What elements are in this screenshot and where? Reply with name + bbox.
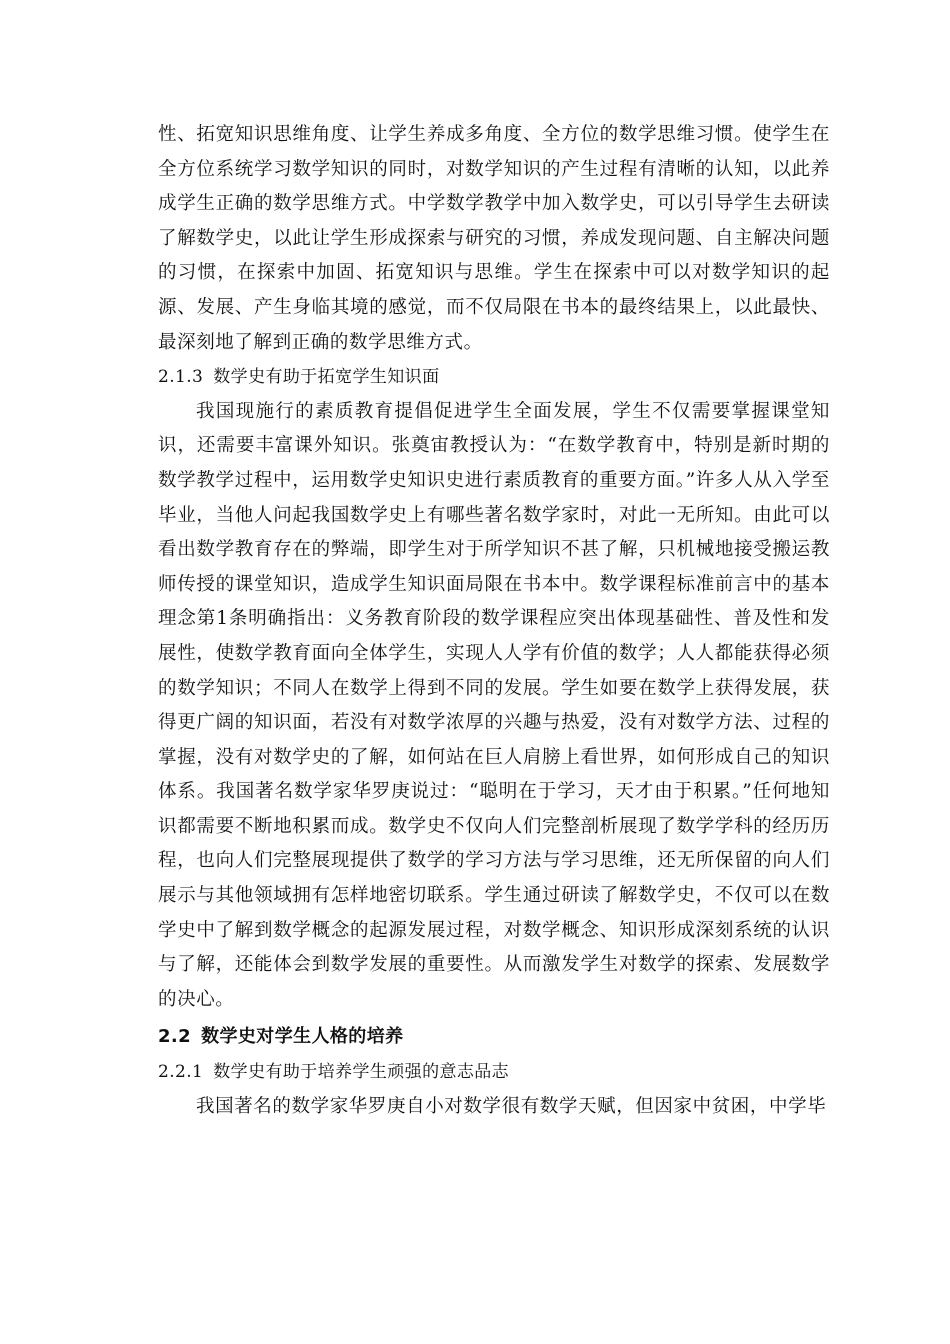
section-number: 2.1.3: [158, 367, 204, 388]
section-number: 2.2.1: [158, 1062, 204, 1083]
paragraph-continuation: 性、拓宽知识思维角度、让学生养成多角度、全方位的数学思维习惯。使学生在全方位系统学习数学知识的同时，对数学知识的产生过程有清晰的认知，以此养成学生正确的数学思维方式。中学数学教学中加入数学史，可以引导学生去研读了解数学史，以此让学生形成探索与研究的习惯，养成发现问题、自主解决问题的习惯，在探索中加固、拓宽知识与思维。学生在探索中可以对数学知识的起源、发展、产生身临其境的感觉，而不仅局限在书本的最终结果上，以此最快、最深刻地了解到正确的数学思维方式。: [158, 124, 830, 353]
section-number: 2.2: [158, 1026, 192, 1048]
section-heading-2-1-3: [158, 360, 830, 395]
section-title: 数学史对学生人格的培养: [201, 1026, 404, 1048]
section-title: 数学史有助于培养学生顽强的意志品志: [213, 1062, 510, 1083]
paragraph-hua-luogeng: 我国著名的数学家华罗庚自小对数学很有数学天赋，但因家中贫困，中学毕: [196, 1096, 827, 1118]
paragraph-knowledge: 我国现施行的素质教育提倡促进学生全面发展，学生不仅需要掌握课堂知识，还需要丰富课外知识。张奠宙教授认为：“在数学教育中，特别是新时期的数学教学过程中，运用数学史知识史进行素质教育的重要方面。”许多人从入学至毕业，当他人问起我国数学史上有哪些著名数学家时，对此一无所知。由此可以看出数学教育存在的弊端，即学生对于所学知识不甚了解，只机械地接受搬运教师传授的课堂知识，造成学生知识面局限在书本中。数学课程标准前言中的基本理念第1条明确指出：义务教育阶段的数学课程应突出体现基础性、普及性和发展性，使数学教育面向全体学生，实现人人学有价值的数学；人人都能获得必须的数学知识；不同人在数学上得到不同的发展。学生如要在数学上获得发展，获得更广阔的知识面，若没有对数学浓厚的兴趣与热爱，没有对数学方法、过程的掌握，没有对数学史的了解，如何站在巨人肩膀上看世界，如何形成自己的知识体系。我国著名数学家华罗庚说过：“聪明在于学习，天才由于积累。”任何地知识都需要不断地积累而成。数学史不仅向人们完整剖析展现了数学学科的经历历程，也向人们完整展现提供了数学的学习方法与学习思维，还无所保留的向人们展示与其他领域拥有怎样地密切联系。学生通过研读了解数学史，不仅可以在数学史中了解到数学概念的起源发展过程，对数学概念、知识形成深刻系统的认识与了解，还能体会到数学发展的重要性。从而激发学生对数学的探索、发展数学的决心。: [158, 400, 830, 1010]
page-content: [158, 118, 830, 1125]
section-heading-2-2-1: [158, 1055, 830, 1090]
section-title: 数学史有助于拓宽学生知识面: [213, 367, 440, 388]
section-heading-2-2: [158, 1019, 830, 1055]
